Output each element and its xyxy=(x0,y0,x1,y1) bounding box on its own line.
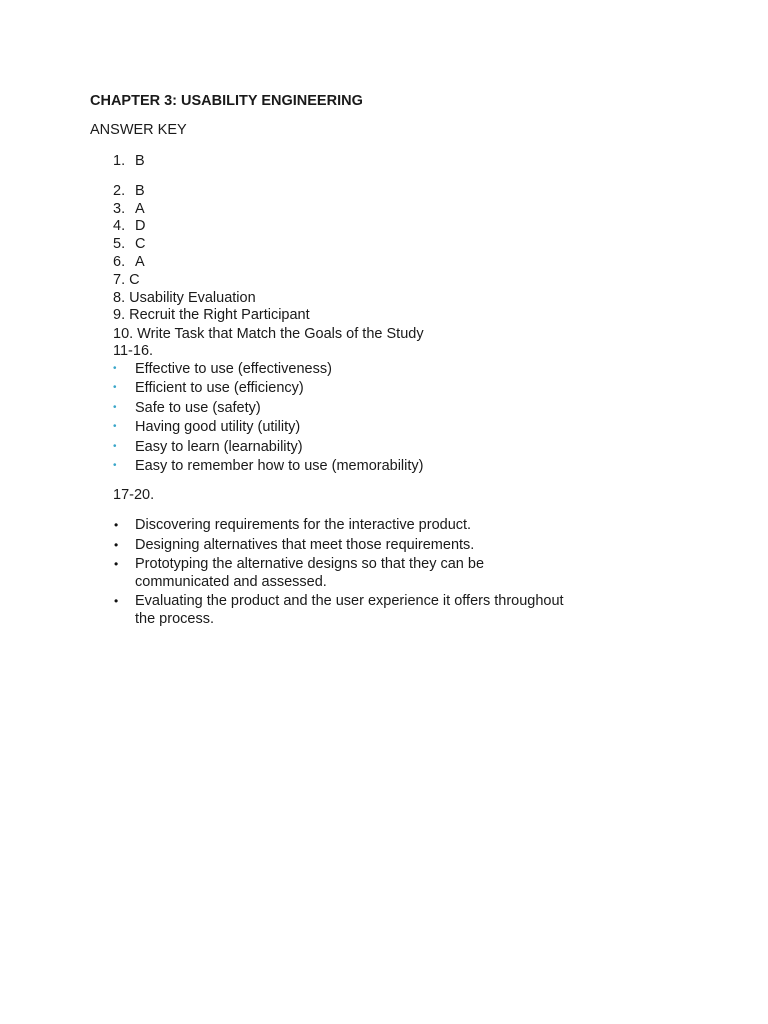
activity-item: Discovering requirements for the interactive product. xyxy=(135,517,472,533)
answer-key-heading: ANSWER KEY xyxy=(90,122,187,138)
answer-number: 3. xyxy=(113,200,126,217)
activity-item: Evaluating the product and the user experience it offers throughout xyxy=(135,593,564,609)
answer-value: B xyxy=(135,153,145,169)
answer-item xyxy=(113,217,145,235)
usability-goal-item: Having good utility (utility) xyxy=(135,419,301,435)
activity-item: Designing alternatives that meet those requirements. xyxy=(135,537,475,553)
usability-goal-item: Easy to remember how to use (memorability) xyxy=(135,457,424,474)
bullet-icon: • xyxy=(114,538,119,552)
bullet-icon: • xyxy=(114,518,119,532)
activity-item-continuation: the process. xyxy=(135,611,214,627)
bullet-icon: • xyxy=(113,421,117,432)
answer-number: 1. xyxy=(113,153,126,169)
answer-value: C xyxy=(135,235,146,252)
bullet-icon: • xyxy=(114,557,119,571)
usability-goal-item: Efficient to use (efficiency) xyxy=(135,380,304,396)
activity-item: Prototyping the alternative designs so that they can be xyxy=(135,556,485,572)
answer-value: D xyxy=(135,218,146,234)
answer-item: 8. Usability Evaluation xyxy=(113,289,256,306)
answer-item: 7. C xyxy=(113,272,140,288)
bullet-icon: • xyxy=(113,401,117,413)
answer-item: 9. Recruit the Right Participant xyxy=(113,307,310,323)
usability-goal-item: Easy to learn (learnability) xyxy=(135,438,303,455)
bullet-icon: • xyxy=(113,459,117,471)
answer-item xyxy=(113,182,145,200)
bullet-icon: • xyxy=(113,382,117,393)
answer-item xyxy=(113,200,145,218)
answer-number: 5. xyxy=(113,235,126,252)
bullet-icon: • xyxy=(113,362,117,374)
answer-number: 4. xyxy=(113,218,126,234)
answer-item xyxy=(113,235,145,253)
chapter-title: CHAPTER 3: USABILITY ENGINEERING xyxy=(90,93,363,109)
answer-item: 11-16. xyxy=(113,343,154,359)
usability-goal-item: Safe to use (safety) xyxy=(135,399,261,416)
answer-item: 10. Write Task that Match the Goals of the Study xyxy=(113,325,424,342)
bullet-icon: • xyxy=(113,440,117,452)
answer-item xyxy=(113,253,145,271)
answer-item xyxy=(113,152,145,170)
section-label: 17-20. xyxy=(113,487,155,503)
answer-number: 2. xyxy=(113,183,126,199)
answer-value: A xyxy=(135,254,145,270)
answer-value: A xyxy=(135,200,145,217)
answer-number: 6. xyxy=(113,254,126,270)
activity-item-continuation: communicated and assessed. xyxy=(135,574,327,590)
bullet-icon: • xyxy=(114,594,119,608)
answer-value: B xyxy=(135,183,145,199)
usability-goal-item: Effective to use (effectiveness) xyxy=(135,360,332,377)
